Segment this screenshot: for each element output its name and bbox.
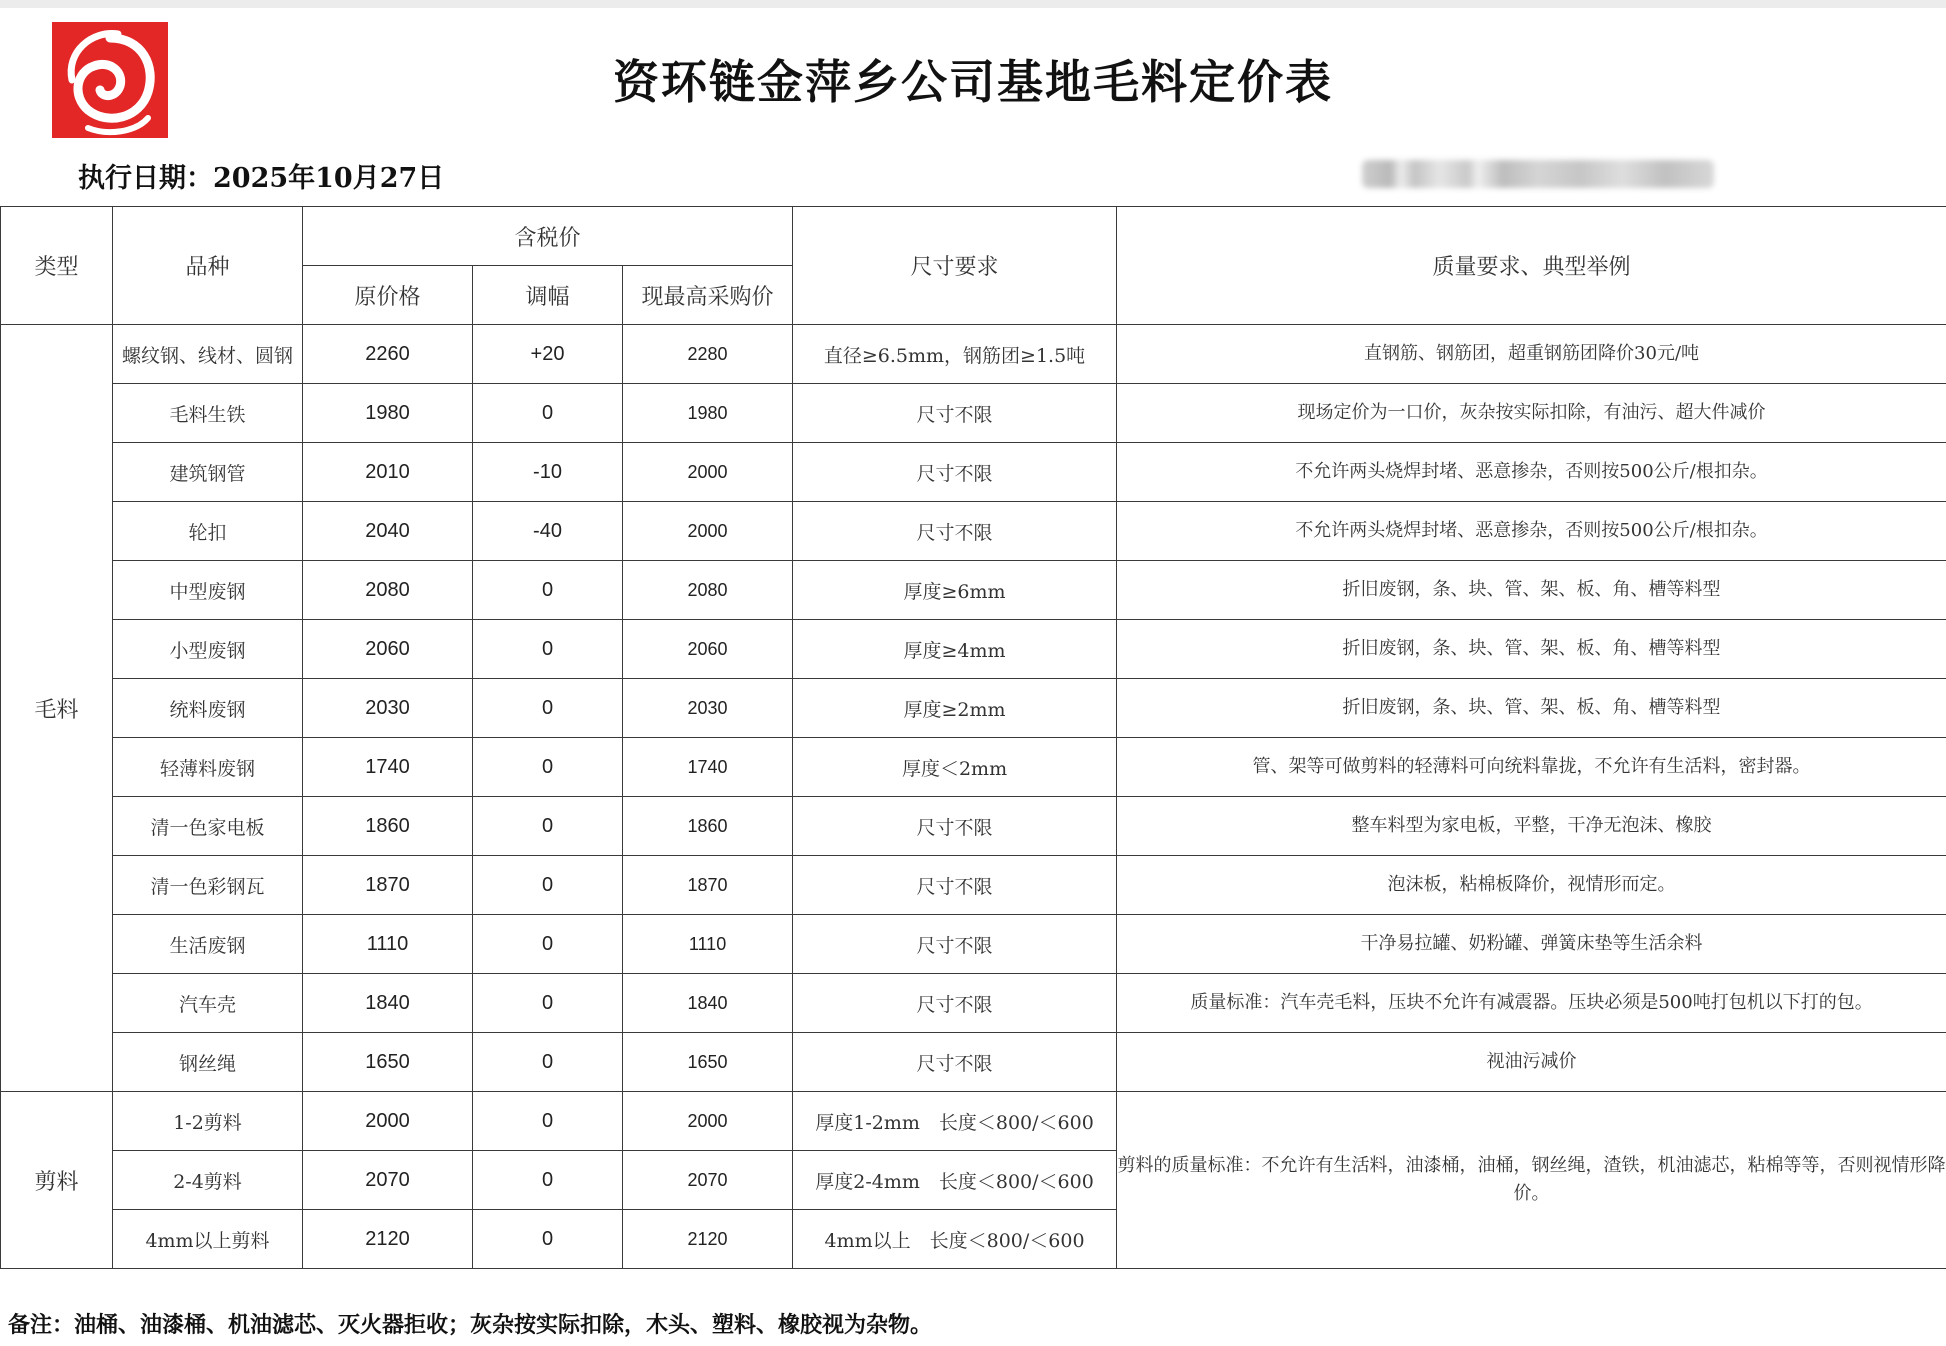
adjustment-cell: 0 xyxy=(473,738,623,797)
execution-date: 执行日期：2025年10月27日 xyxy=(78,163,445,194)
table-row xyxy=(1,974,1946,1033)
variety-cell: 建筑钢管 xyxy=(113,443,303,502)
adjustment-cell: -40 xyxy=(473,502,623,561)
size-requirement-cell: 尺寸不限 xyxy=(793,974,1117,1033)
current-price-cell: 1840 xyxy=(623,974,793,1033)
variety-cell: 轻薄料废钢 xyxy=(113,738,303,797)
table-row xyxy=(1,384,1946,443)
adjustment-cell: 0 xyxy=(473,856,623,915)
current-price-cell: 2030 xyxy=(623,679,793,738)
size-requirement-cell: 厚度≥2mm xyxy=(793,679,1117,738)
header-size-requirement: 尺寸要求 xyxy=(793,207,1117,325)
quality-requirement-cell: 折旧废钢，条、块、管、架、板、角、槽等料型 xyxy=(1117,679,1946,738)
current-price-cell: 2080 xyxy=(623,561,793,620)
adjustment-cell: 0 xyxy=(473,974,623,1033)
quality-requirement-cell: 折旧废钢，条、块、管、架、板、角、槽等料型 xyxy=(1117,561,1946,620)
adjustment-cell: 0 xyxy=(473,1210,623,1269)
adjustment-cell: 0 xyxy=(473,561,623,620)
table-row xyxy=(1,502,1946,561)
current-price-cell: 2060 xyxy=(623,620,793,679)
price-table xyxy=(0,206,1946,1269)
variety-cell: 螺纹钢、线材、圆钢 xyxy=(113,325,303,384)
table-row xyxy=(1,797,1946,856)
variety-cell: 小型废钢 xyxy=(113,620,303,679)
size-requirement-cell: 厚度＜2mm xyxy=(793,738,1117,797)
original-price-cell: 2030 xyxy=(303,679,473,738)
variety-cell: 1-2剪料 xyxy=(113,1092,303,1151)
quality-requirement-cell: 折旧废钢，条、块、管、架、板、角、槽等料型 xyxy=(1117,620,1946,679)
header-adjustment: 调幅 xyxy=(473,266,623,325)
header-quality-requirement: 质量要求、典型举例 xyxy=(1117,207,1946,325)
table-row xyxy=(1,561,1946,620)
size-requirement-cell: 厚度≥6mm xyxy=(793,561,1117,620)
adjustment-cell: 0 xyxy=(473,1092,623,1151)
adjustment-cell: -10 xyxy=(473,443,623,502)
adjustment-cell: 0 xyxy=(473,620,623,679)
table-row xyxy=(1,443,1946,502)
original-price-cell: 1650 xyxy=(303,1033,473,1092)
redacted-contact-info xyxy=(1362,160,1714,188)
current-price-cell: 2070 xyxy=(623,1151,793,1210)
adjustment-cell: 0 xyxy=(473,1151,623,1210)
adjustment-cell: 0 xyxy=(473,915,623,974)
adjustment-cell: +20 xyxy=(473,325,623,384)
variety-cell: 4mm以上剪料 xyxy=(113,1210,303,1269)
table-row xyxy=(1,915,1946,974)
quality-requirement-cell: 干净易拉罐、奶粉罐、弹簧床垫等生活余料 xyxy=(1117,915,1946,974)
original-price-cell: 2120 xyxy=(303,1210,473,1269)
size-requirement-cell: 尺寸不限 xyxy=(793,1033,1117,1092)
table-row xyxy=(1,325,1946,384)
original-price-cell: 2040 xyxy=(303,502,473,561)
size-requirement-cell: 4mm以上 长度＜800/＜600 xyxy=(793,1210,1117,1269)
size-requirement-cell: 尺寸不限 xyxy=(793,797,1117,856)
variety-cell: 统料废钢 xyxy=(113,679,303,738)
quality-requirement-cell: 泡沫板，粘棉板降价，视情形而定。 xyxy=(1117,856,1946,915)
current-price-cell: 1110 xyxy=(623,915,793,974)
footnote: 备注：油桶、油漆桶、机油滤芯、灭火器拒收；灰杂按实际扣除，木头、塑料、橡胶视为杂物。 xyxy=(8,1312,933,1338)
original-price-cell: 1980 xyxy=(303,384,473,443)
header-variety: 品种 xyxy=(113,207,303,325)
adjustment-cell: 0 xyxy=(473,384,623,443)
quality-requirement-cell: 管、架等可做剪料的轻薄料可向统料靠拢，不允许有生活料，密封器。 xyxy=(1117,738,1946,797)
quality-requirement-cell: 直钢筋、钢筋团，超重钢筋团降价30元/吨 xyxy=(1117,325,1946,384)
current-price-cell: 2280 xyxy=(623,325,793,384)
variety-cell: 生活废钢 xyxy=(113,915,303,974)
table-row xyxy=(1,679,1946,738)
original-price-cell: 1110 xyxy=(303,915,473,974)
current-price-cell: 1980 xyxy=(623,384,793,443)
table-row xyxy=(1,620,1946,679)
variety-cell: 钢丝绳 xyxy=(113,1033,303,1092)
quality-requirement-cell: 剪料的质量标准：不允许有生活料，油漆桶，油桶，钢丝绳，渣铁，机油滤芯，粘棉等等，否则视情形降价。 xyxy=(1117,1092,1946,1269)
table-row xyxy=(1,1092,1946,1151)
category-cell: 毛料 xyxy=(1,325,113,1092)
page-title: 资环链金萍乡公司基地毛料定价表 xyxy=(613,55,1333,109)
original-price-cell: 1860 xyxy=(303,797,473,856)
original-price-cell: 2070 xyxy=(303,1151,473,1210)
variety-cell: 汽车壳 xyxy=(113,974,303,1033)
size-requirement-cell: 尺寸不限 xyxy=(793,915,1117,974)
current-price-cell: 1650 xyxy=(623,1033,793,1092)
table-row xyxy=(1,738,1946,797)
size-requirement-cell: 厚度2-4mm 长度＜800/＜600 xyxy=(793,1151,1117,1210)
current-price-cell: 2120 xyxy=(623,1210,793,1269)
quality-requirement-cell: 整车料型为家电板，平整，干净无泡沫、橡胶 xyxy=(1117,797,1946,856)
quality-requirement-cell: 不允许两头烧焊封堵、恶意掺杂，否则按500公斤/根扣杂。 xyxy=(1117,443,1946,502)
adjustment-cell: 0 xyxy=(473,797,623,856)
quality-requirement-cell: 质量标准：汽车壳毛料，压块不允许有减震器。压块必须是500吨打包机以下打的包。 xyxy=(1117,974,1946,1033)
adjustment-cell: 0 xyxy=(473,679,623,738)
original-price-cell: 1840 xyxy=(303,974,473,1033)
size-requirement-cell: 厚度≥4mm xyxy=(793,620,1117,679)
category-cell: 剪料 xyxy=(1,1092,113,1269)
current-price-cell: 2000 xyxy=(623,443,793,502)
current-price-cell: 1870 xyxy=(623,856,793,915)
quality-requirement-cell: 视油污减价 xyxy=(1117,1033,1946,1092)
original-price-cell: 2010 xyxy=(303,443,473,502)
quality-requirement-cell: 不允许两头烧焊封堵、恶意掺杂，否则按500公斤/根扣杂。 xyxy=(1117,502,1946,561)
table-row xyxy=(1,856,1946,915)
adjustment-cell: 0 xyxy=(473,1033,623,1092)
size-requirement-cell: 尺寸不限 xyxy=(793,502,1117,561)
size-requirement-cell: 尺寸不限 xyxy=(793,443,1117,502)
header-current-max-price: 现最高采购价 xyxy=(623,266,793,325)
size-requirement-cell: 厚度1-2mm 长度＜800/＜600 xyxy=(793,1092,1117,1151)
original-price-cell: 2260 xyxy=(303,325,473,384)
original-price-cell: 1870 xyxy=(303,856,473,915)
current-price-cell: 1860 xyxy=(623,797,793,856)
current-price-cell: 2000 xyxy=(623,502,793,561)
header-tax-price: 含税价 xyxy=(303,207,793,266)
header-type: 类型 xyxy=(1,207,113,325)
header-original-price: 原价格 xyxy=(303,266,473,325)
variety-cell: 清一色家电板 xyxy=(113,797,303,856)
variety-cell: 中型废钢 xyxy=(113,561,303,620)
original-price-cell: 2000 xyxy=(303,1092,473,1151)
table-row xyxy=(1,1033,1946,1092)
original-price-cell: 1740 xyxy=(303,738,473,797)
original-price-cell: 2080 xyxy=(303,561,473,620)
current-price-cell: 1740 xyxy=(623,738,793,797)
variety-cell: 毛料生铁 xyxy=(113,384,303,443)
current-price-cell: 2000 xyxy=(623,1092,793,1151)
original-price-cell: 2060 xyxy=(303,620,473,679)
variety-cell: 清一色彩钢瓦 xyxy=(113,856,303,915)
size-requirement-cell: 尺寸不限 xyxy=(793,856,1117,915)
quality-requirement-cell: 现场定价为一口价，灰杂按实际扣除，有油污、超大件减价 xyxy=(1117,384,1946,443)
variety-cell: 2-4剪料 xyxy=(113,1151,303,1210)
variety-cell: 轮扣 xyxy=(113,502,303,561)
top-strip xyxy=(0,0,1946,8)
size-requirement-cell: 直径≥6.5mm，钢筋团≥1.5吨 xyxy=(793,325,1117,384)
size-requirement-cell: 尺寸不限 xyxy=(793,384,1117,443)
